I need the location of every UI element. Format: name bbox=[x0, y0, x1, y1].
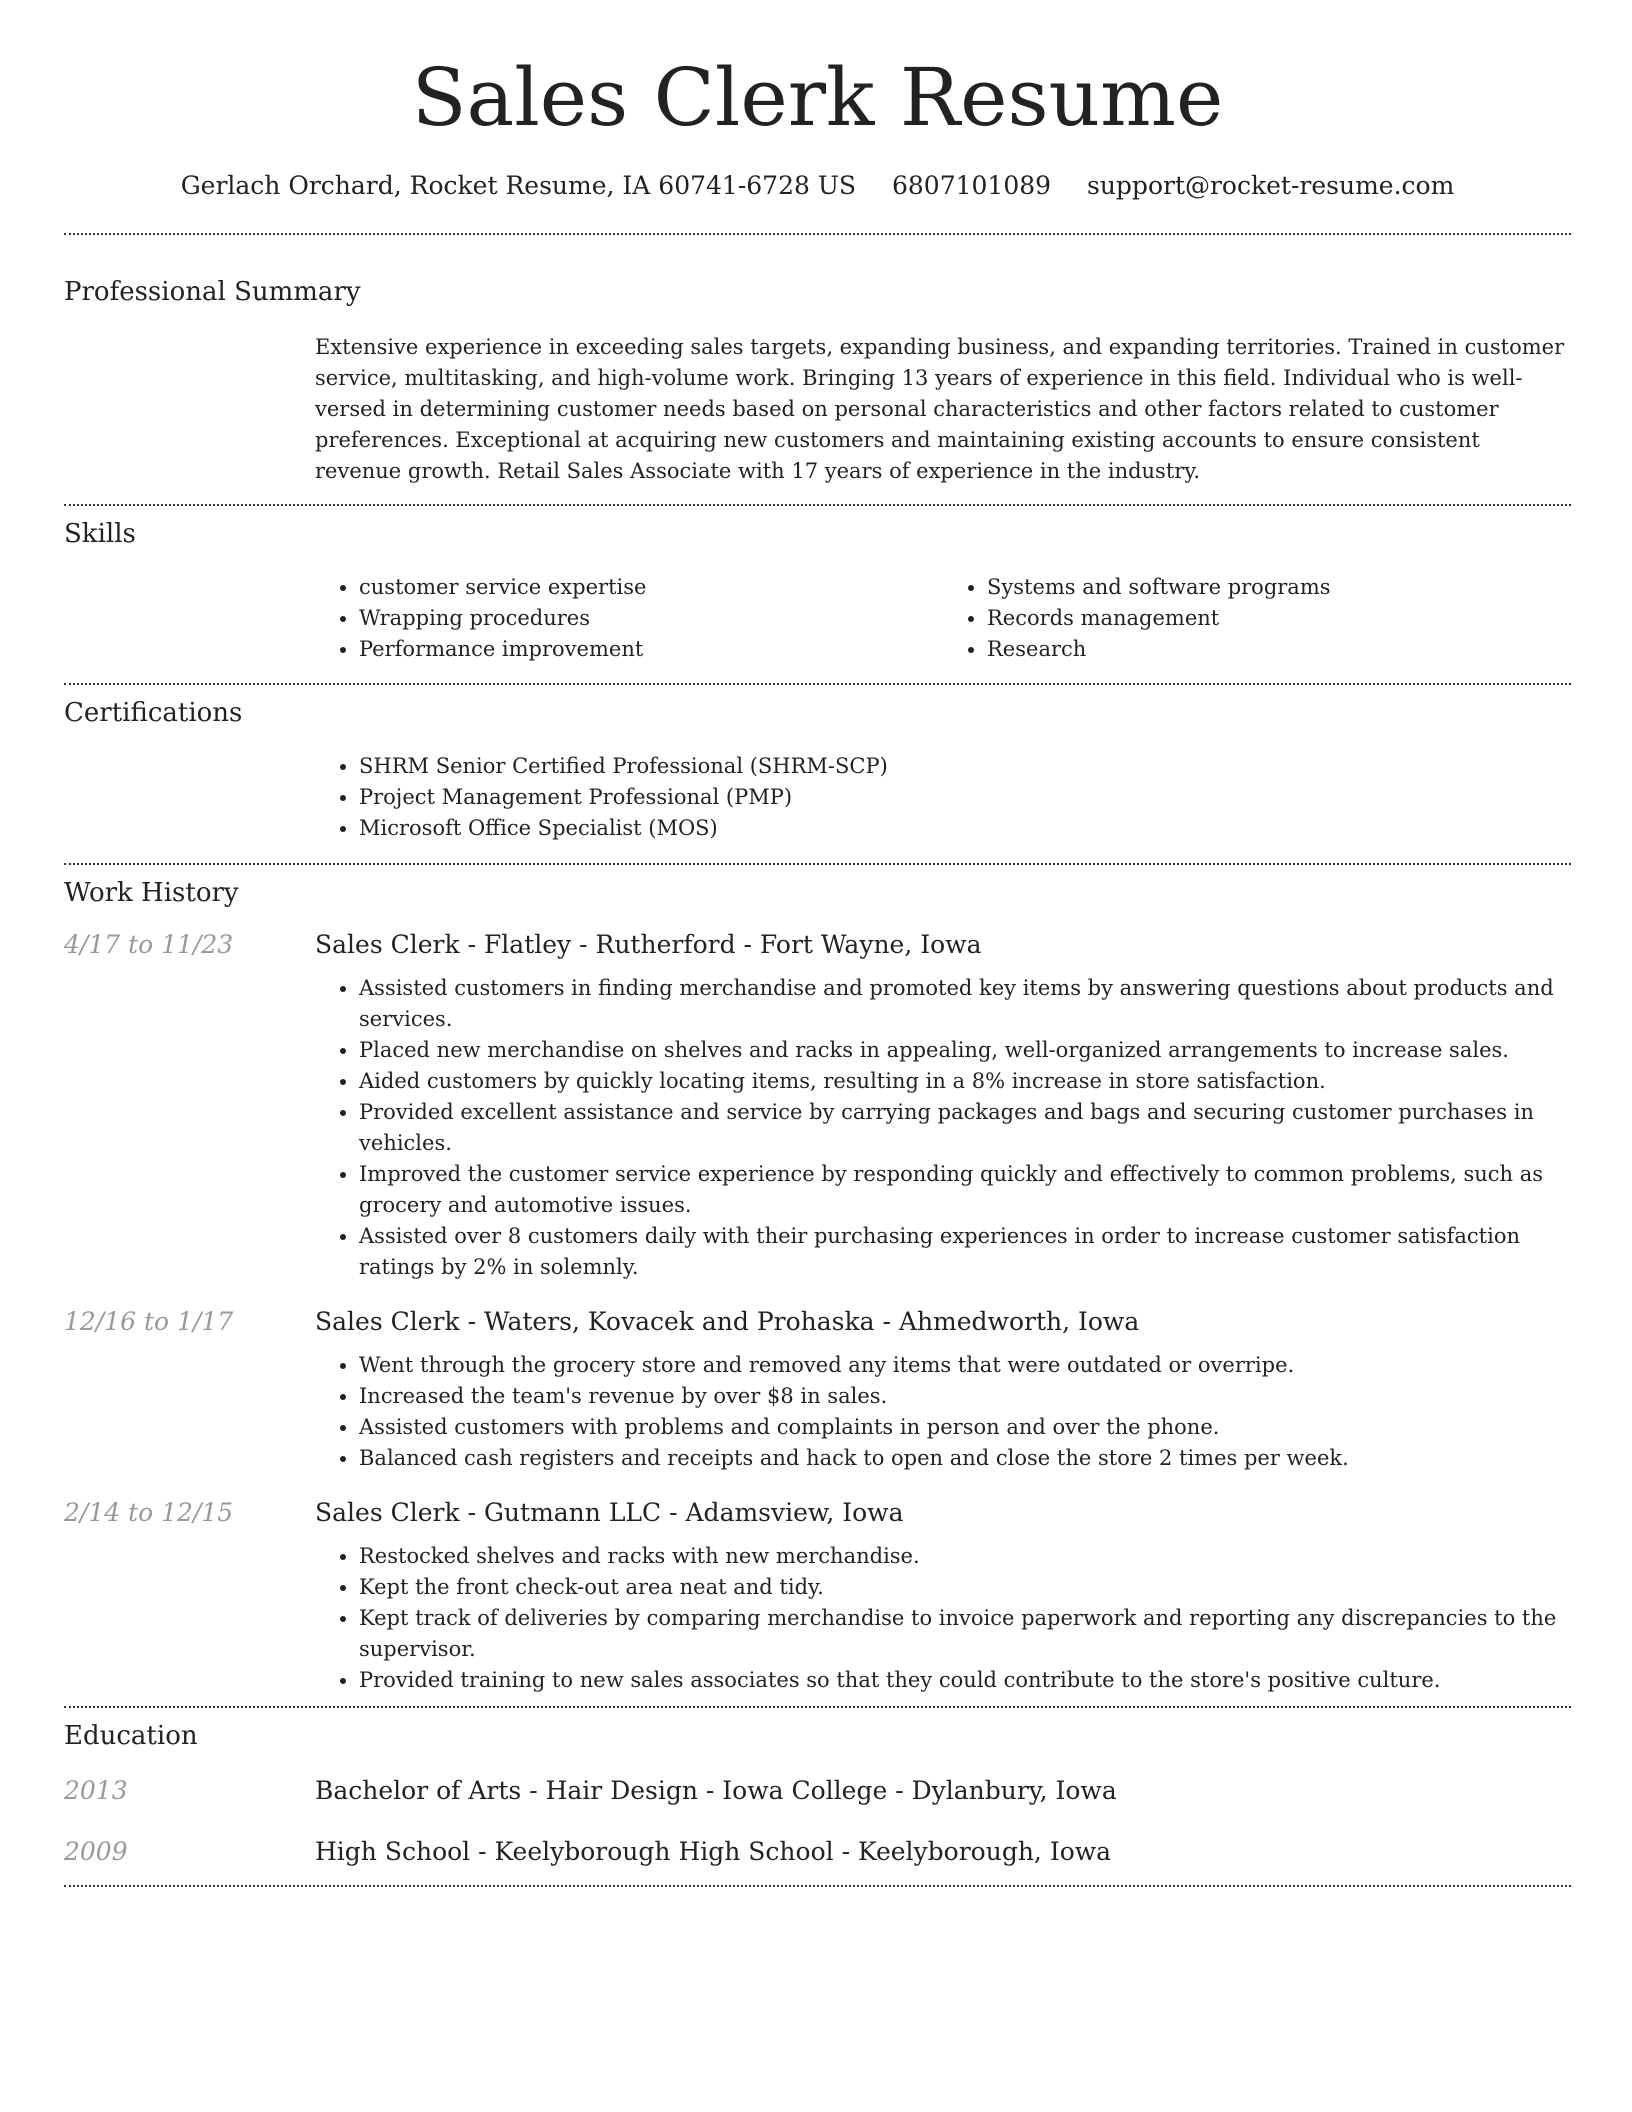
divider bbox=[64, 1885, 1571, 1887]
divider bbox=[64, 1706, 1571, 1708]
list-item: • Kept the front check-out area neat and tidy. bbox=[359, 1572, 1571, 1603]
job-entry bbox=[64, 930, 1571, 1283]
job-header-row bbox=[64, 930, 1571, 959]
list-item: • Went through the grocery store and removed any items that were outdated or overripe. bbox=[359, 1350, 1571, 1381]
skills-columns bbox=[315, 572, 1571, 665]
contact-phone: 6807101089 bbox=[891, 171, 1052, 200]
list-item: • Assisted customers with problems and complaints in person and over the phone. bbox=[359, 1412, 1571, 1443]
education-entry bbox=[64, 1837, 1571, 1866]
list-item: • Performance improvement bbox=[359, 634, 943, 665]
list-item: • Placed new merchandise on shelves and racks in appealing, well-organized arrangements to increase sales. bbox=[359, 1035, 1571, 1066]
education-heading: High School - Keelyborough High School - Keelyborough, Iowa bbox=[315, 1837, 1112, 1866]
list-item: • Records management bbox=[987, 603, 1571, 634]
education-entry bbox=[64, 1776, 1571, 1805]
list-item: • Balanced cash registers and receipts and hack to open and close the store 2 times per week. bbox=[359, 1443, 1571, 1474]
list-item: • Increased the team's revenue by over $8 in sales. bbox=[359, 1381, 1571, 1412]
list-item: • Research bbox=[987, 634, 1571, 665]
job-bullets bbox=[315, 973, 1571, 1283]
job-body bbox=[315, 1541, 1571, 1696]
job-date: 4/17 to 11/23 bbox=[64, 930, 234, 959]
divider bbox=[64, 233, 1571, 235]
section-title-skills: Skills bbox=[64, 519, 136, 549]
job-heading: Sales Clerk - Gutmann LLC - Adamsview, Iowa bbox=[315, 1498, 904, 1527]
list-item: • Assisted customers in finding merchandise and promoted key items by answering questions about products and services. bbox=[359, 973, 1571, 1035]
summary-section bbox=[64, 277, 1571, 487]
contact-email: support@rocket-resume.com bbox=[1087, 171, 1455, 200]
certifications-list bbox=[315, 751, 1571, 844]
job-header-row bbox=[64, 1498, 1571, 1527]
contact-line bbox=[64, 171, 1571, 200]
divider bbox=[64, 683, 1571, 685]
work-section bbox=[64, 878, 1571, 1696]
list-item: • Provided excellent assistance and service by carrying packages and bags and securing customer purchases in vehicles. bbox=[359, 1097, 1571, 1159]
certifications-body bbox=[315, 751, 1571, 844]
list-item: • Aided customers by quickly locating items, resulting in a 8% increase in store satisfaction. bbox=[359, 1066, 1571, 1097]
job-bullets bbox=[315, 1541, 1571, 1696]
list-item: • Improved the customer service experience by responding quickly and effectively to common problems, such as grocery and automotive issues. bbox=[359, 1159, 1571, 1221]
divider bbox=[64, 863, 1571, 865]
education-section bbox=[64, 1721, 1571, 1866]
list-item: • Kept track of deliveries by comparing merchandise to invoice paperwork and reporting any discrepancies to the supervisor. bbox=[359, 1603, 1571, 1665]
certifications-section bbox=[64, 698, 1571, 844]
job-bullets bbox=[315, 1350, 1571, 1474]
job-body bbox=[315, 1350, 1571, 1474]
list-item: • Wrapping procedures bbox=[359, 603, 943, 634]
list-item: • Provided training to new sales associates so that they could contribute to the store's positive culture. bbox=[359, 1665, 1571, 1696]
section-title-education: Education bbox=[64, 1721, 198, 1751]
section-title-certifications: Certifications bbox=[64, 698, 243, 728]
list-item: • Assisted over 8 customers daily with their purchasing experiences in order to increase customer satisfaction ratings by 2% in solemnly. bbox=[359, 1221, 1571, 1283]
list-item: • customer service expertise bbox=[359, 572, 943, 603]
resume-page bbox=[64, 0, 1571, 1887]
job-heading: Sales Clerk - Waters, Kovacek and Prohaska - Ahmedworth, Iowa bbox=[315, 1307, 1140, 1336]
summary-text: Extensive experience in exceeding sales targets, expanding business, and expanding territories. Trained in customer service, multitasking, and high-volume work. Bringing 13 years of experience in this field. Individual who is well-versed in determining customer needs based on personal characteristics and other factors related to customer preferences. Exceptional at acquiring new customers and maintaining existing accounts to ensure consistent revenue growth. Retail Sales Associate with 17 years of experience in the industry. bbox=[315, 335, 1565, 483]
job-date: 2/14 to 12/15 bbox=[64, 1498, 234, 1527]
list-item: • Restocked shelves and racks with new merchandise. bbox=[359, 1541, 1571, 1572]
contact-address: Gerlach Orchard, Rocket Resume, IA 60741-6728 US bbox=[180, 171, 857, 200]
education-date: 2013 bbox=[64, 1776, 128, 1805]
page-title: Sales Clerk Resume bbox=[411, 51, 1224, 144]
divider bbox=[64, 504, 1571, 506]
job-date: 12/16 to 1/17 bbox=[64, 1307, 234, 1336]
list-item: • Project Management Professional (PMP) bbox=[359, 782, 1571, 813]
job-entry bbox=[64, 1307, 1571, 1474]
education-date: 2009 bbox=[64, 1837, 128, 1866]
skills-list-left bbox=[315, 572, 943, 665]
list-item: • Microsoft Office Specialist (MOS) bbox=[359, 813, 1571, 844]
section-title-summary: Professional Summary bbox=[64, 277, 361, 307]
job-heading: Sales Clerk - Flatley - Rutherford - Fort Wayne, Iowa bbox=[315, 930, 982, 959]
list-item: • SHRM Senior Certified Professional (SHRM-SCP) bbox=[359, 751, 1571, 782]
list-item: • Systems and software programs bbox=[987, 572, 1571, 603]
education-heading: Bachelor of Arts - Hair Design - Iowa College - Dylanbury, Iowa bbox=[315, 1776, 1117, 1805]
job-body bbox=[315, 973, 1571, 1283]
job-entry bbox=[64, 1498, 1571, 1696]
skills-list-right bbox=[943, 572, 1571, 665]
job-header-row bbox=[64, 1307, 1571, 1336]
section-title-work: Work History bbox=[64, 878, 239, 908]
skills-section bbox=[64, 519, 1571, 665]
